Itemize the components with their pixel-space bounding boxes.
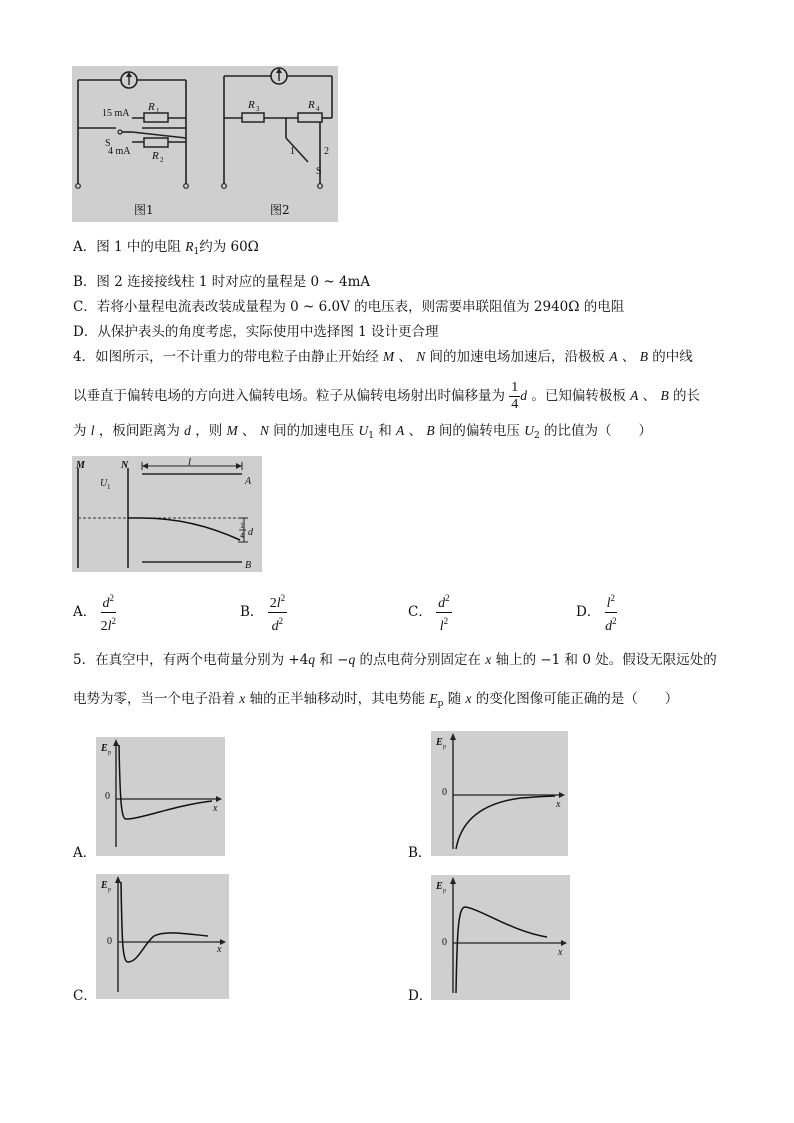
label-r4: R (308, 99, 315, 111)
label-r2: R (152, 150, 159, 162)
label-15ma: 15 mA (102, 108, 130, 119)
fig1-caption: 图1 (134, 203, 154, 217)
label-u1: U (100, 478, 108, 489)
q3-option-a: A．图 1 中的电阻 $R_1$约为 60Ω (73, 239, 259, 257)
graph-b (431, 731, 568, 856)
q4-option-a: A． $\frac{d^2}{2l^2}$ (73, 590, 116, 635)
svg-text:x: x (213, 803, 218, 814)
svg-text:x: x (217, 944, 222, 955)
terminal (76, 184, 81, 189)
ep-curve-d (456, 907, 547, 993)
q4-option-c: C． $\frac{d^2}{l^2}$ (408, 590, 452, 635)
svg-text:p: p (443, 888, 446, 894)
svg-text:E: E (436, 737, 443, 748)
q4-option-d: D． $\frac{l^2}{d^2}$ (576, 590, 617, 635)
svg-text:E: E (101, 880, 108, 891)
label-n: N (121, 460, 129, 471)
svg-text:0: 0 (442, 787, 447, 798)
svg-text:0: 0 (105, 791, 110, 802)
q5-line-1: 5．在真空中，有两个电荷量分别为 +4q 和 −q 的点电荷分别固定在 x 轴上的 −1 和 0 处。假设无限远处的 (73, 652, 717, 668)
label-d: d (248, 527, 253, 538)
label-m: M (76, 460, 85, 471)
label-r3: R (248, 99, 255, 111)
ep-curve-c (121, 882, 208, 962)
svg-text:0: 0 (442, 937, 447, 948)
label-r1: R (148, 101, 155, 113)
svg-text:p: p (108, 887, 111, 893)
fraction-one-quarter: $\frac{1}{4}$ (511, 380, 519, 412)
q4-line-3: 为 l ，板间距离为 d ，则 M 、 N 间的加速电压 $U_1$ 和 A 、 B 间的偏转电压 $U_2$ 的比值为（ ） (73, 423, 652, 441)
resistor-r2 (144, 138, 168, 147)
q5-option-c: C． (73, 988, 97, 1004)
option-label: C． (73, 299, 97, 315)
label-r2-sub: 2 (160, 156, 164, 164)
q4-line-2: 以垂直于偏转电场的方向进入偏转电场。粒子从偏转电场射出时偏移量为 $\frac{1}{4}$ d 。已知偏转极板 A 、 B 的长 (73, 380, 701, 412)
particle-trajectory (128, 518, 240, 540)
option-label: B． (73, 274, 97, 290)
q5-option-d: D． (408, 988, 433, 1004)
label-s: S (105, 138, 111, 149)
label-l: l (188, 456, 192, 468)
q3-option-d: D．从保护表头的角度考虑，实际使用中选择图 1 设计更合理 (73, 324, 439, 340)
label-s2: S (316, 166, 322, 177)
resistor-r3 (242, 113, 264, 122)
q5-option-b: B． (408, 845, 432, 861)
label-4ma: 4 mA (108, 146, 131, 157)
terminal (184, 184, 189, 189)
option-label: D． (73, 324, 98, 340)
svg-text:x: x (558, 947, 563, 958)
q3-option-c: C．若将小量程电流表改装成量程为 0 ~ 6.0V 的电压表，则需要串联阻值为 2940Ω 的电阻 (73, 299, 625, 315)
svg-text:E: E (436, 881, 443, 892)
terminal (318, 184, 323, 189)
q4-option-b: B． $\frac{2l^2}{d^2}$ (240, 590, 287, 635)
ep-curve-b (456, 796, 555, 849)
option-label: A． (73, 239, 97, 255)
svg-text:E: E (101, 743, 108, 754)
deflection-figure (72, 456, 262, 572)
label-frac-den: 4 (240, 531, 244, 540)
label-r3-sub: 3 (256, 105, 260, 113)
deflection-diagram (72, 456, 262, 572)
label-terminal-2: 2 (324, 146, 329, 157)
graph-a (96, 737, 225, 856)
q5-line-2: 电势为零，当一个电子沿着 x 轴的正半轴移动时，其电势能 $E_p$ 随 x 的变化图像可能正确的是（ ） (73, 691, 679, 709)
q5-option-a: A． (73, 845, 97, 861)
graph-d (431, 875, 570, 1000)
circuit-diagrams (72, 66, 338, 222)
circuit-figure (72, 66, 338, 222)
resistor-r4 (298, 113, 322, 122)
label-u1-sub: 1 (107, 483, 111, 491)
svg-text:x: x (556, 799, 561, 810)
svg-text:p: p (108, 750, 111, 756)
label-r4-sub: 4 (316, 105, 320, 113)
svg-text:p: p (443, 744, 446, 750)
graph-c (96, 874, 229, 999)
label-a: A (245, 476, 252, 487)
q3-option-b: B．图 2 连接接线柱 1 时对应的量程是 0 ~ 4mA (73, 274, 371, 290)
fig2-caption: 图2 (270, 203, 290, 217)
label-b: B (245, 560, 252, 571)
label-terminal-1: 1 (290, 146, 295, 157)
ep-curve-a (119, 745, 212, 819)
label-r1-sub: 1 (156, 107, 160, 115)
label-frac-num: 1 (240, 521, 244, 530)
terminal (222, 184, 227, 189)
svg-text:0: 0 (107, 936, 112, 947)
q4-line-1: 4．如图所示，一不计重力的带电粒子由静止开始经 M 、 N 间的加速电场加速后，沿极板 A 、 B 的中线 (73, 349, 693, 365)
